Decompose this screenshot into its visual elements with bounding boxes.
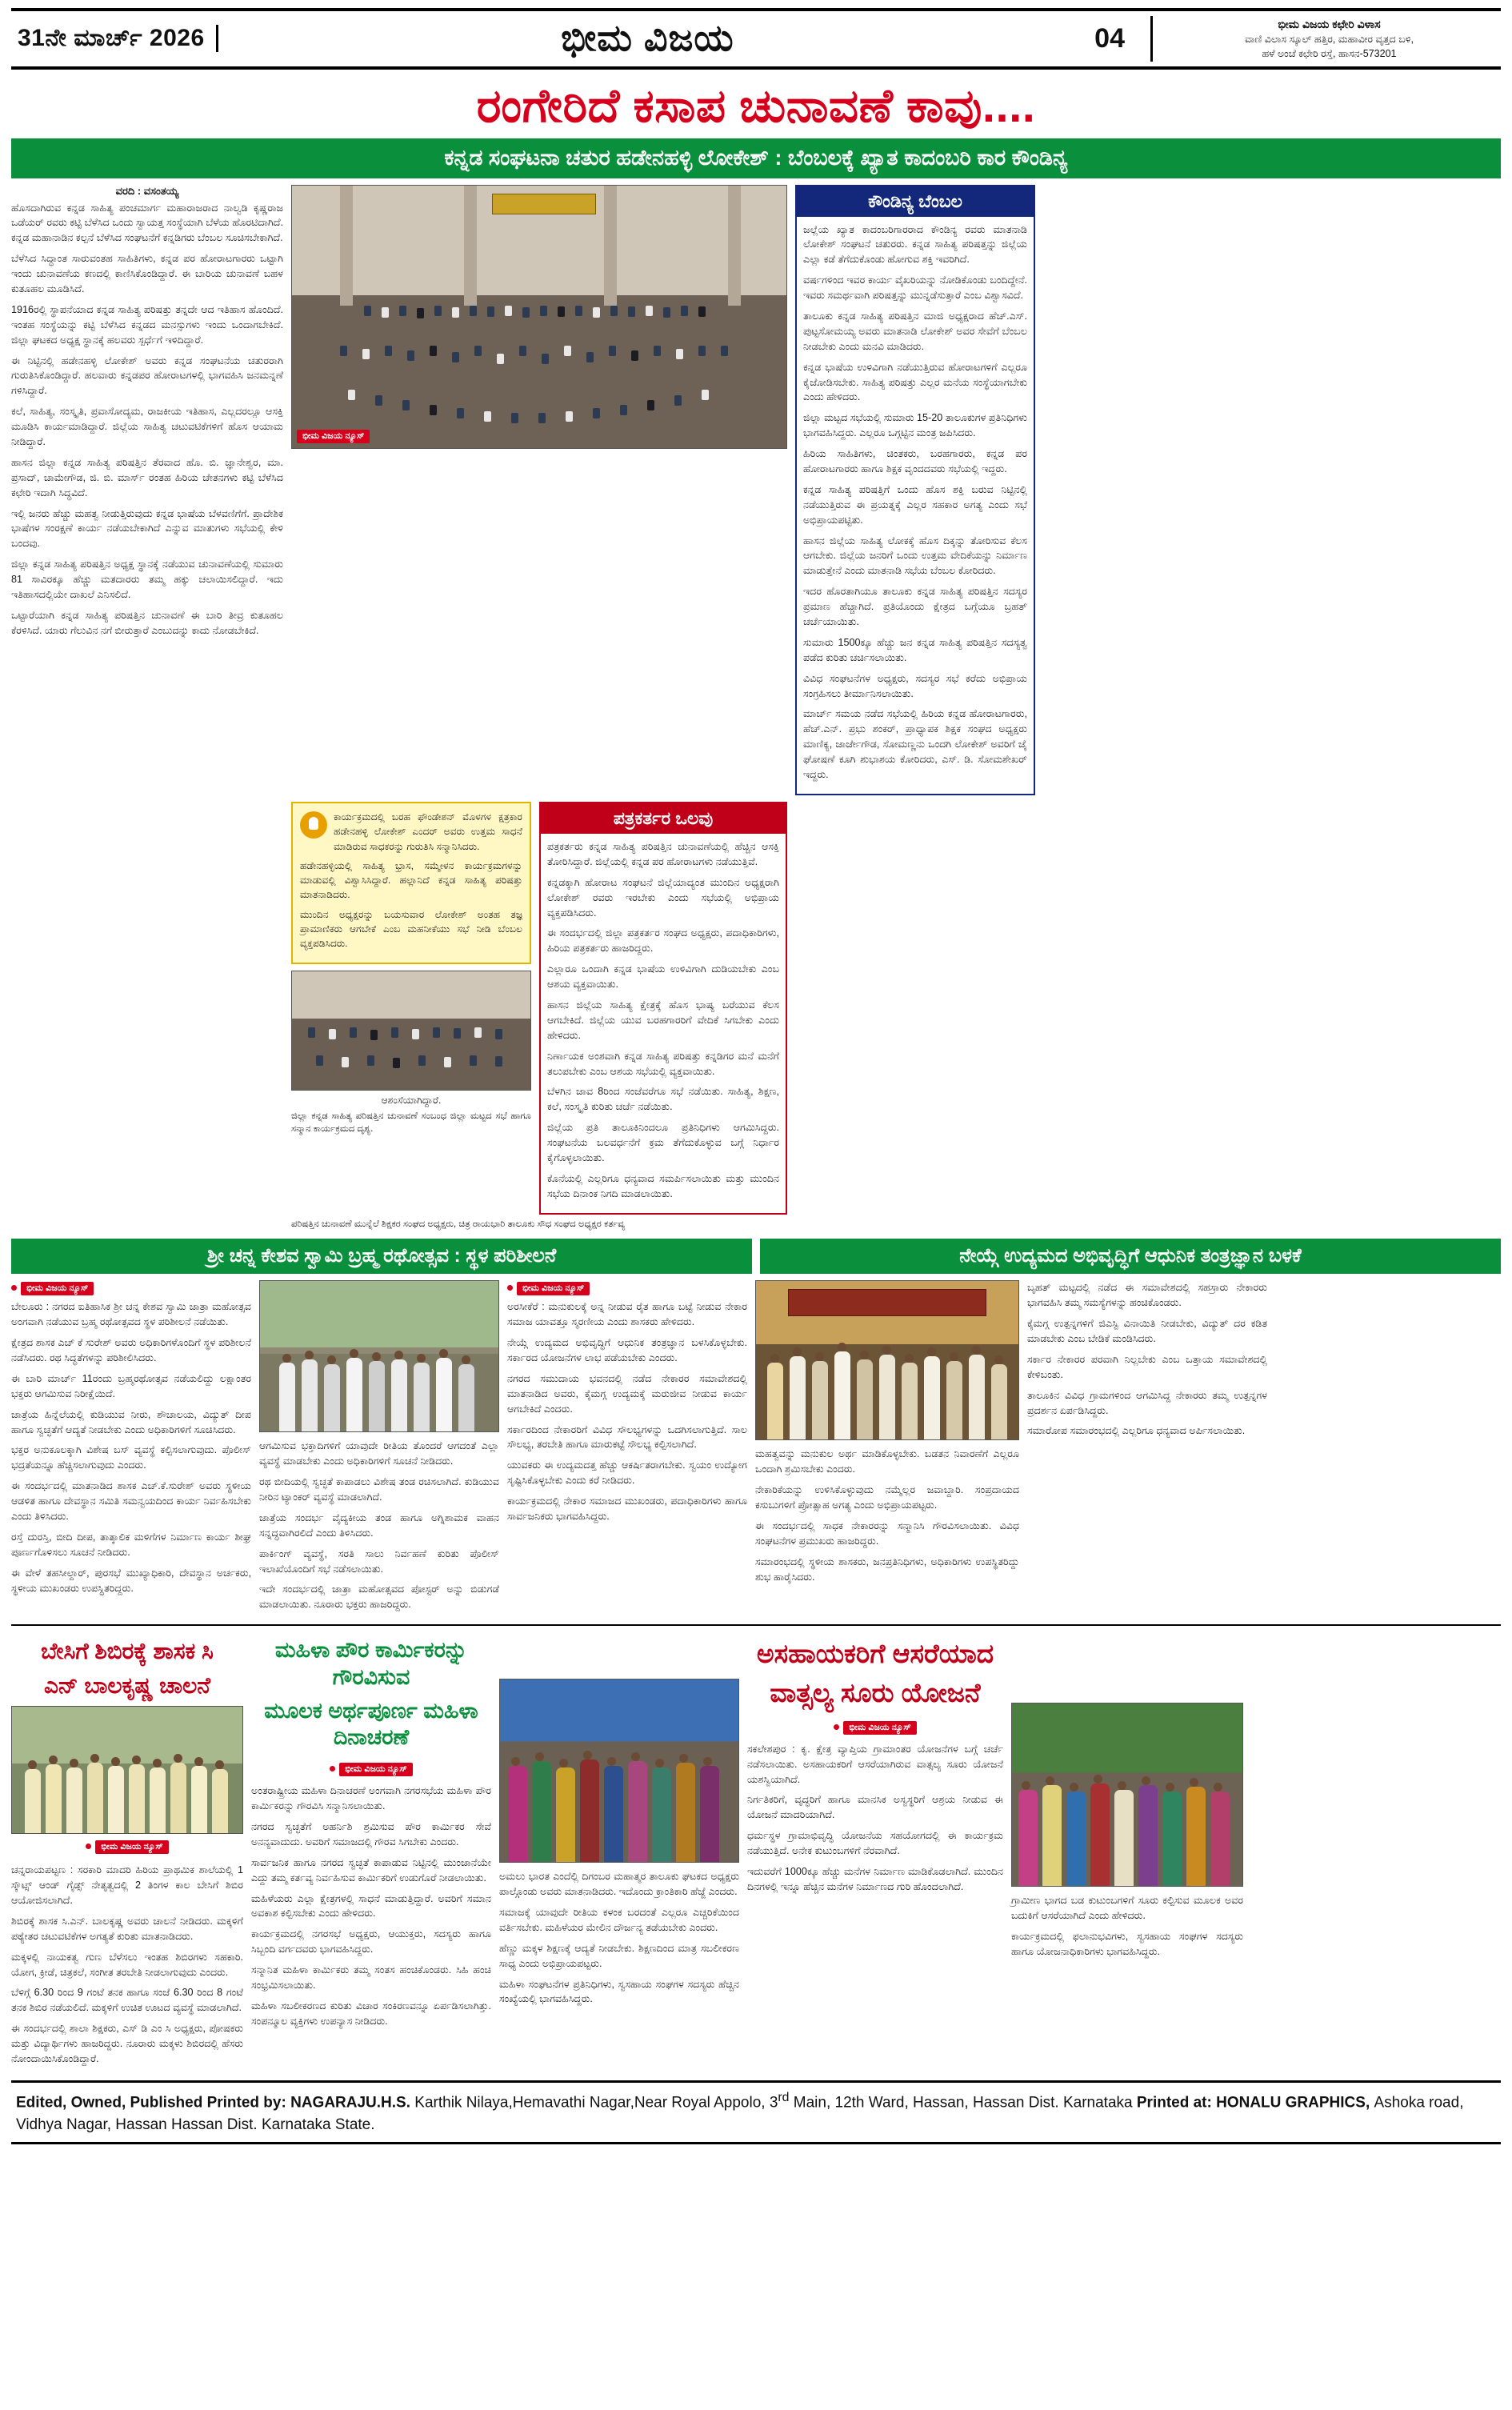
bullet-icon [86,1844,91,1849]
blue-box-title: ಕೌಂಡಿನ್ಯ ಬೆಂಬಲ [797,186,1034,217]
s3m-para: ನಗರದ ಸ್ವಚ್ಛತೆಗೆ ಅಹರ್ನಿಶಿ ಶ್ರಮಿಸುವ ಪೌರ ಕಾರ್ಮಿಕರ ಸೇವೆ ಅನನ್ಯವಾದುದು. ಅವರಿಗೆ ಸಮಾಜದಲ್ಲಿ ಗೌರವ ಸಿಗಬೇಕು ಎಂದರು. [251,1821,491,1848]
felicitation-box [291,802,531,964]
vatsalya-text-column [747,1632,1003,2072]
s3m-para: ಸನ್ಮಾನಿತ ಮಹಿಳಾ ಕಾರ್ಮಿಕರು ತಮ್ಮ ಸಂತಸ ಹಂಚಿಕೊಂಡರು. ಸಿಹಿ ಹಂಚಿ ಸಂಭ್ರಮಿಸಲಾಯಿತು. [251,1964,491,1992]
s2l-para: ರಸ್ತೆ ದುರಸ್ತಿ, ಬೀದಿ ದೀಪ, ತಾತ್ಕಾಲಿಕ ಮಳಿಗೆಗಳ ನಿರ್ಮಾಣ ಕಾರ್ಯ ಶೀಘ್ರ ಪೂರ್ಣಗೊಳಿಸಲು ಸೂಚನೆ ನೀಡಿದರು. [11,1531,251,1558]
blue-box-para: ಸುಮಾರು 1500ಕ್ಕೂ ಹೆಚ್ಚು ಜನ ಕನ್ನಡ ಸಾಹಿತ್ಯ ಪರಿಷತ್ತಿನ ಸದಸ್ಯತ್ವ ಪಡೆದ ಕುರಿತು ಚರ್ಚಿಸಲಾಯಿತು. [803,636,1027,663]
red-box-para: ಜಿಲ್ಲೆಯ ಪ್ರತಿ ತಾಲೂಕಿನಿಂದಲೂ ಪ್ರತಿನಿಧಿಗಳು ಆಗಮಿಸಿದ್ದರು. ಸಂಘಟನೆಯ ಬಲವರ್ಧನೆಗೆ ಕ್ರಮ ತೆಗೆದುಕೊಳ್ಳುವ ಬಗ್ಗೆ ನಿರ್ಧಾರ ಕೈಗೊಳ್ಳಲಾಯಿತು. [547,1122,779,1163]
imprint-footer [11,2080,1501,2144]
s3m2-para: ಮಹಿಳಾ ಸಂಘಟನೆಗಳ ಪ್ರತಿನಿಧಿಗಳು, ಸ್ವಸಹಾಯ ಸಂಘಗಳ ಸದಸ್ಯರು ಹೆಚ್ಚಿನ ಸಂಖ್ಯೆಯಲ್ಲಿ ಭಾಗವಹಿಸಿದ್ದರು. [499,1978,739,2005]
summer-camp-title-2: ಎನ್ ಬಾಲಕೃಷ್ಣ ಚಾಲನೆ [43,1673,211,1699]
s2rc-para: ಕೈಮಗ್ಗ ಉತ್ಪನ್ನಗಳಿಗೆ ಜಿಎಸ್ಟಿ ವಿನಾಯಿತಿ ನೀಡಬೇಕು, ವಿದ್ಯುತ್ ದರ ಕಡಿತ ಮಾಡಬೇಕು ಎಂಬ ಬೇಡಿಕೆ ಮಂಡಿಸಿದರು. [1027,1318,1267,1344]
news-tag: ಭೀಮ ವಿಜಯ ನ್ಯೂಸ್ [339,1763,412,1776]
imprint-ordinal: rd [778,2090,790,2104]
weavers-meeting-photo [755,1280,1019,1440]
right-filler-column [795,802,1035,1215]
imprint-publisher-name: NAGARAJU.H.S. [290,2094,410,2112]
journalists-box [539,802,787,1215]
s2m-para: ರಥ ಬೀದಿಯಲ್ಲಿ ಸ್ವಚ್ಛತೆ ಕಾಪಾಡಲು ವಿಶೇಷ ತಂಡ ರಚಿಸಲಾಗಿದೆ. ಕುಡಿಯುವ ನೀರಿನ ಟ್ಯಾಂಕರ್ ವ್ಯವಸ್ಥೆ ಮಾಡಲಾಗಿದೆ. [259,1476,499,1503]
s3r2-para: ಕಾರ್ಯಕ್ರಮದಲ್ಲಿ ಫಲಾನುಭವಿಗಳು, ಸ್ವಸಹಾಯ ಸಂಘಗಳ ಸದಸ್ಯರು ಹಾಗೂ ಯೋಜನಾಧಿಕಾರಿಗಳು ಭಾಗವಹಿಸಿದ್ದರು. [1011,1931,1243,1957]
page-number: 04 [1094,22,1125,54]
red-box-para: ಎಲ್ಲಾರೂ ಒಂದಾಗಿ ಕನ್ನಡ ಭಾಷೆಯ ಉಳಿವಿಗಾಗಿ ದುಡಿಯಬೇಕು ಎಂಬ ಆಶಯ ವ್ಯಕ್ತವಾಯಿತು. [547,963,779,991]
s3r-para: ನಿರ್ಗತಿಕರಿಗೆ, ವೃದ್ಧರಿಗೆ ಹಾಗೂ ಮಾನಸಿಕ ಅಸ್ವಸ್ಥರಿಗೆ ಆಶ್ರಯ ನೀಡುವ ಈ ಯೋಜನೆ ಮಾದರಿಯಾಗಿದೆ. [747,1794,1003,1821]
womens-day-text-column [251,1632,491,2072]
rathotsava-text-column [11,1280,251,1618]
lead-para: ಒಟ್ಟಾರೆಯಾಗಿ ಕನ್ನಡ ಸಾಹಿತ್ಯ ಪರಿಷತ್ತಿನ ಚುನಾವಣೆ ಈ ಬಾರಿ ತೀವ್ರ ಕುತೂಹಲ ಕೆರಳಿಸಿದೆ. ಯಾರು ಗೆಲುವಿನ ನಗೆ ಬೀರುತ್ತಾರೆ ಎಂಬುದನ್ನು ಕಾದು ನೋಡಬೇಕಿದೆ. [11,609,283,636]
bullet-icon [507,1285,513,1291]
red-box-para: ಹಾಸನ ಜಿಲ್ಲೆಯ ಸಾಹಿತ್ಯ ಕ್ಷೇತ್ರಕ್ಕೆ ಹೊಸ ಭಾಷ್ಯ ಬರೆಯುವ ಕೆಲಸ ಆಗಬೇಕಿದೆ. ಜಿಲ್ಲೆಯ ಯುವ ಬರಹಗಾರರಿಗೆ ವೇದಿಕೆ ಸಿಗಬೇಕು ಎಂದು ಹೇಳಿದರು. [547,999,779,1041]
main-headline: ರಂಗೇರಿದೆ ಕಸಾಪ ಚುನಾವಣೆ ಕಾವು.... [476,79,1036,132]
news-tag: ಭೀಮ ವಿಜಯ ನ್ಯೂಸ್ [517,1282,590,1295]
s2l-para: ಭಕ್ತರ ಅನುಕೂಲಕ್ಕಾಗಿ ವಿಶೇಷ ಬಸ್ ವ್ಯವಸ್ಥೆ ಕಲ್ಪಿಸಲಾಗುವುದು. ಪೊಲೀಸ್ ಭದ್ರತೆಯನ್ನೂ ಹೆಚ್ಚಿಸಲಾಗುವುದು ಎಂದರು. [11,1444,251,1471]
s3l-para: ಬೆಳಿಗ್ಗೆ 6.30 ರಿಂದ 9 ಗಂಟೆ ತನಕ ಹಾಗೂ ಸಂಜೆ 6.30 ರಿಂದ 8 ಗಂಟೆ ತನಕ ಶಿಬಿರ ನಡೆಯಲಿದೆ. ಮಕ್ಕಳಿಗೆ ಉಚಿತ ಊಟದ ವ್ಯವಸ್ಥೆ ಮಾಡಲಾಗಿದೆ. [11,1987,243,2014]
red-box-para: ಕನ್ನಡಕ್ಕಾಗಿ ಹೋರಾಟ ಸಂಘಟನೆ ಜಿಲ್ಲೆಯಾದ್ಯಂತ ಮುಂದಿನ ಅಧ್ಯಕ್ಷರಾಗಿ ಲೋಕೇಶ್ ರವರು ಇರಬೇಕು ಎಂದು ಸಭೆಯಲ್ಲಿ ಅಭಿಪ್ರಾಯ ವ್ಯಕ್ತಪಡಿಸಿದರು. [547,876,779,919]
s2m-para: ಇದೇ ಸಂದರ್ಭದಲ್ಲಿ ಜಾತ್ರಾ ಮಹೋತ್ಸವದ ಪೋಸ್ಟರ್ ಅನ್ನು ಬಿಡುಗಡೆ ಮಾಡಲಾಯಿತು. ನೂರಾರು ಭಕ್ತರು ಹಾಜರಿದ್ದರು. [259,1583,499,1611]
s3m-para: ಮಹಿಳಾ ಸಬಲೀಕರಣದ ಕುರಿತು ವಿಚಾರ ಸಂಕಿರಣವನ್ನೂ ಏರ್ಪಡಿಸಲಾಗಿತ್ತು. ಸಂಪನ್ಮೂಲ ವ್ಯಕ್ತಿಗಳು ಉಪನ್ಯಾಸ ನೀಡಿದರು. [251,2000,491,2027]
imprint-address-1: Karthik Nilaya,Hemavathi Nagar,Near Royal Appolo, 3 [414,2094,778,2112]
yellow-box-footer: ಆಶಂಸೆಯಾಗಿದ್ದಾರೆ. [381,1094,442,1106]
s3m-para: ಕಾರ್ಯಕ್ರಮದಲ್ಲಿ ನಗರಸಭೆ ಅಧ್ಯಕ್ಷರು, ಆಯುಕ್ತರು, ಸದಸ್ಯರು ಹಾಗೂ ಸಿಬ್ಬಂದಿ ವರ್ಗದವರು ಭಾಗವಹಿಸಿದ್ದರು. [251,1928,491,1956]
yellow-box-caption: ಜಿಲ್ಲಾ ಕನ್ನಡ ಸಾಹಿತ್ಯ ಪರಿಷತ್ತಿನ ಚುನಾವಣೆ ಸಂಬಂಧ ಜಿಲ್ಲಾ ಮಟ್ಟದ ಸಭೆ ಹಾಗೂ ಸನ್ಮಾನ ಕಾರ್ಯಕ್ರಮದ ದೃಶ್ಯ. [291,1111,531,1135]
s2l-para: ಕ್ಷೇತ್ರದ ಶಾಸಕ ಎಚ್ ಕೆ ಸುರೇಶ್ ಅವರು ಅಧಿಕಾರಿಗಳೊಂದಿಗೆ ಸ್ಥಳ ಪರಿಶೀಲನೆ ನಡೆಸಿದರು. ರಥ ಸಿದ್ಧತೆಗಳನ್ನು ಪರಿಶೀಲಿಸಿದರು. [11,1337,251,1363]
section2-bands [11,1239,1501,1274]
imprint-printer-address: Ashoka road, Vidhya Nagar, Hassan Hassan Dist. Karnataka State. [16,2094,1464,2133]
women-workers-photo [499,1679,739,1863]
s3m2-para: ಹೆಣ್ಣು ಮಕ್ಕಳ ಶಿಕ್ಷಣಕ್ಕೆ ಆದ್ಯತೆ ನೀಡಬೇಕು. ಶಿಕ್ಷಣದಿಂದ ಮಾತ್ರ ಸಬಲೀಕರಣ ಸಾಧ್ಯ ಎಂದು ಅಭಿಪ್ರಾಯಪಟ್ಟರು. [499,1942,739,1969]
s2ra-para: ಸರ್ಕಾರದಿಂದ ನೇಕಾರರಿಗೆ ವಿವಿಧ ಸೌಲಭ್ಯಗಳನ್ನು ಒದಗಿಸಲಾಗುತ್ತಿದೆ. ಸಾಲ ಸೌಲಭ್ಯ, ತರಬೇತಿ ಹಾಗೂ ಮಾರುಕಟ್ಟೆ ಸೌಲಭ್ಯ ಕಲ್ಪಿಸಲಾಗಿದೆ. [507,1423,747,1451]
vatsalya-group-photo [1011,1703,1243,1887]
koundinya-support-box [795,185,1035,795]
summer-camp-photo [11,1706,243,1834]
yellow-box-para: ಮುಂದಿನ ಅಧ್ಯಕ್ಷರನ್ನು ಬಯಸುವಾರ ಲೋಕೇಶ್ ಅಂತಹ ತಜ್ಞ ಪ್ರಾಮಾಣಿಕರು ಆಗಬೇಕೆ ಎಂಬ ಮಹನೀಕೆಯು ಸಭೆ ನೀಡಿ ಬೆಂಬಲ ವ್ಯಕ್ತಪಡಿಸಿದರು. [300,908,522,950]
top-section [11,185,1501,795]
newspaper-title: ಭೀಮ ವಿಜಯ [561,17,734,59]
s3m-para: ಸಾರ್ವಜನಿಕ ಹಾಗೂ ನಗರದ ಸ್ವಚ್ಛತೆ ಕಾಪಾಡುವ ನಿಟ್ಟಿನಲ್ಲಿ ಮುಂಜಾನೆಯೇ ಎದ್ದು ತಮ್ಮ ಕರ್ತವ್ಯ ನಿರ್ವಹಿಸುವ ಕಾರ್ಮಿಕರಿಗೆ ಉಡುಗೊರೆ ನೀಡಲಾಯಿತು. [251,1856,491,1884]
lead-story-column [11,185,283,795]
news-tag: ಭೀಮ ವಿಜಯ ನ್ಯೂಸ್ [95,1840,168,1854]
site-inspection-photo [259,1280,499,1432]
blue-box-para: ವರ್ಷಗಳಿಂದ ಇವರ ಕಾರ್ಯ ವೈಖರಿಯನ್ನು ನೋಡಿಕೊಂಡು ಬಂದಿದ್ದೇನೆ. ಇವರು ಸಮರ್ಥವಾಗಿ ಪರಿಷತ್ತನ್ನು ಮುನ್ನಡೆಸುತ್ತಾರೆ ಎಂಬ ವಿಶ್ವಾಸವಿದೆ. [803,274,1027,302]
office-address-line2: ವಾಣಿ ವಿಲಾಸ ಸ್ಕೂಲ್ ಹತ್ತಿರ, ಮಹಾವೀರ ವೃತ್ತದ ಬಳಿ, [1245,34,1414,46]
vatsalya-title-1: ಅಸಹಾಯಕರಿಗೆ ಆಸರೆಯಾದ [756,1639,994,1669]
s3r-para: ಇದುವರೆಗೆ 1000ಕ್ಕೂ ಹೆಚ್ಚು ಮನೆಗಳ ನಿರ್ಮಾಣ ಮಾಡಿಕೊಡಲಾಗಿದೆ. ಮುಂದಿನ ದಿನಗಳಲ್ಲಿ ಇನ್ನೂ ಹೆಚ್ಚಿನ ಮನೆಗಳ ನಿರ್ಮಾಣದ ಗುರಿ ಹೊಂದಲಾಗಿದೆ. [747,1865,1003,1892]
womens-day-photo-column [499,1632,739,2072]
red-box-para: ನಿರ್ಣಾಯಕ ಅಂಶವಾಗಿ ಕನ್ನಡ ಸಾಹಿತ್ಯ ಪರಿಷತ್ತು ಕನ್ನಡಿಗರ ಮನೆ ಮನೆಗೆ ತಲುಪಬೇಕು ಎಂಬ ಆಶಯ ಸಭೆಯಲ್ಲಿ ವ್ಯಕ್ತವಾಯಿತು. [547,1050,779,1077]
blue-box-para: ಮಾರ್ಚ್ ಸಮಯ ನಡೆದ ಸಭೆಯಲ್ಲಿ ಹಿರಿಯ ಕನ್ನಡ ಹೋರಾಟಗಾರರು, ಹೆಚ್.ಎನ್. ಪ್ರಭು ಶಂಕರ್, ಪ್ರಾಧ್ಯಾಪಕ ಶಿಕ್ಷಕ ಸಂಘದ ಅಧ್ಯಕ್ಷರು ಮಾಣಿಕ್ಯ, ಜಾರ್ಜೇಗೌಡ, ಸೋಮಣ್ಣನು ಒಂದಗಿ ಲೋಕೇಶ್ ಅವರಿಗೆ ಜೈ ಘೋಷಣೆ ಕೂಗಿ ಶುಭಾಶಯ ಕೋರಿದರು, ಎಸ್. ಡಿ. ಸೋಮಶೇಖರ್ ಇದ್ದರು. [803,708,1027,781]
blue-box-para: ಕನ್ನಡ ಭಾಷೆಯ ಉಳಿವಿಗಾಗಿ ನಡೆಯುತ್ತಿರುವ ಹೋರಾಟಗಳಿಗೆ ಎಲ್ಲರೂ ಕೈಜೋಡಿಸಬೇಕು. ಸಾಹಿತ್ಯ ಪರಿಷತ್ತು ಎಲ್ಲರ ಮನೆಯ ಸಂಸ್ಥೆಯಾಗಬೇಕು ಎಂದು ಹೇಳಿದರು. [803,361,1027,403]
s2l-para: ಈ ವೇಳೆ ತಹಸೀಲ್ದಾರ್, ಪುರಸಭೆ ಮುಖ್ಯಾಧಿಕಾರಿ, ದೇವಸ್ಥಾನ ಅರ್ಚಕರು, ಸ್ಥಳೀಯ ಮುಖಂಡರು ಉಪಸ್ಥಿತರಿದ್ದರು. [11,1567,251,1594]
bulb-icon [300,811,327,839]
blue-box-para: ವಿವಿಧ ಸಂಘಟನೆಗಳ ಅಧ್ಯಕ್ಷರು, ಸದಸ್ಯರ ಸಭೆ ಕರೆದು ಅಭಿಪ್ರಾಯ ಸಂಗ್ರಹಿಸಲು ತೀರ್ಮಾನಿಸಲಾಯಿತು. [803,672,1027,699]
weaving-text-column [507,1280,747,1618]
band-rathotsava: ಶ್ರೀ ಚನ್ನ ಕೇಶವ ಸ್ವಾಮಿ ಬ್ರಹ್ಮ ರಥೋತ್ಸವ : ಸ್ಥಳ ಪರಿಶೀಲನೆ [11,1239,752,1274]
blue-box-para: ಇದರ ಹೊರತಾಗಿಯೂ ತಾಲೂಕು ಕನ್ನಡ ಸಾಹಿತ್ಯ ಪರಿಷತ್ತಿನ ಸದಸ್ಯರ ಪ್ರಮಾಣ ಹೆಚ್ಚಾಗಿದೆ. ಪ್ರತಿಯೊಂದು ಕ್ಷೇತ್ರದ ಬಗ್ಗೆಯೂ ಬ್ರಹತ್ ಚರ್ಚೆಯಾಯಿತು. [803,586,1027,628]
red-box-para: ಕೊನೆಯಲ್ಲಿ ಎಲ್ಲರಿಗೂ ಧನ್ಯವಾದ ಸಮರ್ಪಿಸಲಾಯಿತು ಮತ್ತು ಮುಂದಿನ ಸಭೆಯ ದಿನಾಂಕ ನಿಗದಿ ಮಾಡಲಾಯಿತು. [547,1172,779,1199]
office-address-line1: ಭೀಮ ವಿಜಯ ಕಛೇರಿ ವಿಳಾಸ [1278,18,1381,30]
section2 [11,1280,1501,1618]
lead-para: ಹಾಸನ ಜಿಲ್ಲಾ ಕನ್ನಡ ಸಾಹಿತ್ಯ ಪರಿಷತ್ತಿನ ತೆರವಾದ ಹೊ. ಬಿ. ಜ್ಞಾನೇಶ್ವರ, ಮಾ. ಪ್ರಸಾದ್, ಚಾಮೇಗೌಡ, ಜಿ. ಬಿ. ಮಾರ್ಸ್ ರಂತಹ ಹಿರಿಯ ಚೇತನಗಳು ಕಟ್ಟಿ ಬೆಳೆಸಿದ ಕಛೇರಿ ಇದಾಗಿ ಸಿದ್ಧವಿದೆ. [11,456,283,498]
lead-para: 1916ರಲ್ಲಿ ಸ್ಥಾಪನೆಯಾದ ಕನ್ನಡ ಸಾಹಿತ್ಯ ಪರಿಷತ್ತು ತನ್ನದೇ ಆದ ಇತಿಹಾಸ ಹೊಂದಿದೆ. ಇಂತಹ ಸಂಸ್ಥೆಯನ್ನು ಕಟ್ಟಿ ಬೆಳೆಸಿದ ಕನ್ನಡದ ಮನಸ್ಸುಗಳು ಇಂದು ಒಂದಾಗಬೇಕಿದೆ. ಜಿಲ್ಲಾ ಘಟಕದ ಅಧ್ಯಕ್ಷ ಸ್ಥಾನಕ್ಕೆ ಹಲವರು ಸ್ಪರ್ಧೆಗೆ ಇಳಿದಿದ್ದಾರೆ. [11,303,283,346]
s2ra-para: ಅರಸೀಕೆರೆ : ಮನುಕುಲಕ್ಕೆ ಅನ್ನ ನೀಡುವ ರೈತ ಹಾಗೂ ಬಟ್ಟೆ ನೀಡುವ ನೇಕಾರ ಸಮಾಜ ಯಾವತ್ತೂ ಸ್ಮರಣೀಯ ಎಂದು ಶಾಸಕರು ಹೇಳಿದರು. [507,1301,747,1328]
masthead-title-wrap [226,16,1070,61]
hall-scene [292,186,786,448]
bullet-icon [834,1724,839,1730]
weaving-extra-column [1027,1280,1267,1618]
s3l-para: ಮಕ್ಕಳಲ್ಲಿ ನಾಯಕತ್ವ ಗುಣ ಬೆಳೆಸಲು ಇಂತಹ ಶಿಬಿರಗಳು ಸಹಕಾರಿ. ಯೋಗ, ಕ್ರೀಡೆ, ಚಿತ್ರಕಲೆ, ಸಂಗೀತ ತರಬೇತಿ ನೀಡಲಾಗುವುದು ಎಂದರು. [11,1951,243,1978]
s2m-para: ಆಗಮಿಸುವ ಭಕ್ತಾದಿಗಳಿಗೆ ಯಾವುದೇ ರೀತಿಯ ತೊಂದರೆ ಆಗದಂತೆ ಎಲ್ಲಾ ವ್ಯವಸ್ಥೆ ಮಾಡಬೇಕು ಎಂದು ಅಧಿಕಾರಿಗಳಿಗೆ ಸೂಚನೆ ನೀಡಿದರು. [259,1440,499,1467]
red-box-title: ಪತ್ರಕರ್ತರ ಒಲವು [541,803,786,834]
photo-credit: ಭೀಮ ವಿಜಯ ನ್ಯೂಸ್ [297,430,370,443]
secondary-section [11,802,1501,1215]
womens-day-title-2: ಮೂಲಕ ಅರ್ಥಪೂರ್ಣ ಮಹಿಳಾ ದಿನಾಚರಣೆ [264,1698,478,1750]
bullet-icon [11,1285,17,1291]
summer-camp-column [11,1632,243,2072]
s3m2-para: ಅಮಲು ಭಾರತ ಎಂದೆಲ್ಲಿ ದಿಗಂಬರ ಮಹಾತ್ಮರ ತಾಲೂಕು ಘಟಕದ ಅಧ್ಯಕ್ಷರು ಪಾಲ್ಗೊಂಡು ಅವರು ಮಾತನಾಡಿದರು. ಇದೊಂದು ಕ್ರಾಂತಿಕಾರಿ ಹೆಜ್ಜೆ ಎಂದರು. [499,1871,739,1898]
lead-para: ಬೆಳೆಸಿದ ಸಿದ್ಧಾಂತ ಸಾರುವಂತಹ ಸಾಹಿತಿಗಳು, ಕನ್ನಡ ಪರ ಹೋರಾಟಗಾರರು ಒಟ್ಟಾಗಿ ಇಂದು ಚುನಾವಣೆಯ ಕಣದಲ್ಲಿ ಕಾಣಿಸಿಕೊಂಡಿದ್ದಾರೆ. ಈ ಬಾರಿಯ ಚುನಾವಣೆ ಬಹಳ ಕುತೂಹಲ ಮೂಡಿಸಿದೆ. [11,253,283,294]
womens-day-title-1: ಮಹಿಳಾ ಪೌರ ಕಾರ್ಮಿಕರನ್ನು ಗೌರವಿಸುವ [274,1638,468,1689]
s3m2-para: ಸಮಾಜಕ್ಕೆ ಯಾವುದೇ ರೀತಿಯ ಕಳಂಕ ಬರದಂತೆ ಎಲ್ಲರೂ ಎಚ್ಚರಿಕೆಯಿಂದ ವರ್ತಿಸಬೇಕು. ಮಹಿಳೆಯರ ಮೇಲಿನ ದೌರ್ಜನ್ಯ ತಡೆಯಬೇಕು ಎಂದರು. [499,1907,739,1933]
imprint-address-2: Main, 12th Ward, Hassan, Hassan Dist. Karnataka [789,2094,1133,2112]
lead-para: ಹೊಸದಾಗಿರುವ ಕನ್ನಡ ಸಾಹಿತ್ಯ ಪಂಚಮಾರ್ಗ ಮಹಾರಾಜರಾದ ನಾಲ್ವಡಿ ಕೃಷ್ಣರಾಜ ಒಡೆಯರ್ ರವರು ಕಟ್ಟಿ ಬೆಳೆಸಿದ ಒಂದು ಸ್ವಾಯತ್ತ ಸಂಸ್ಥೆಯಾಗಿ ಬೆಳೆಯ ಹೊರಟಿದಾಗಿದೆ. ಕನ್ನಡ ಮಹಾನಾಡಿನ ಕಲ್ಪನೆ ಬೆಳೆಸಿದ ಸಂಘಟನೆಗೆ ಕನ್ನಡಿಗರು ಬೆಂಬಲ ಸೂಚಿಸಬೇಕಾಗಿದೆ. [11,202,283,244]
blue-box-para: ಕನ್ನಡ ಸಾಹಿತ್ಯ ಪರಿಷತ್ತಿಗೆ ಒಂದು ಹೊಸ ಶಕ್ತಿ ಬರುವ ನಿಟ್ಟಿನಲ್ಲಿ ನಡೆಯುತ್ತಿರುವ ಈ ಪ್ರಯತ್ನಕ್ಕೆ ಎಲ್ಲರ ಸಹಕಾರ ಅಗತ್ಯ ಎಂದು ಸಭೆ ಅಭಿಪ್ರಾಯಪಟ್ಟಿತು. [803,483,1027,526]
imprint-bold-1: Edited, Owned, Published Printed by: [16,2094,286,2112]
s2m-para: ಜಾತ್ರೆಯ ಸಂದರ್ಭ ವೈದ್ಯಕೀಯ ತಂಡ ಹಾಗೂ ಅಗ್ನಿಶಾಮಕ ವಾಹನ ಸನ್ನದ್ಧವಾಗಿರಲಿದೆ ಎಂದು ತಿಳಿಸಿದರು. [259,1511,499,1539]
red-box-para: ಈ ಸಂದರ್ಭದಲ್ಲಿ ಜಿಲ್ಲಾ ಪತ್ರಕರ್ತರ ಸಂಘದ ಅಧ್ಯಕ್ಷರು, ಪದಾಧಿಕಾರಿಗಳು, ಹಿರಿಯ ಪತ್ರಕರ್ತರು ಹಾಜರಿದ್ದರು. [547,927,779,955]
summer-camp-title-1: ಬೇಸಿಗೆ ಶಿಬಿರಕ್ಕೆ ಶಾಸಕ ಸಿ [41,1639,214,1664]
lead-para: ಕಲೆ, ಸಾಹಿತ್ಯ, ಸಂಸ್ಕೃತಿ, ಪ್ರವಾಸೋದ್ಯಮ, ರಾಜಕೀಯ ಇತಿಹಾಸ, ಎಲ್ಲದರಲ್ಲೂ ಆಸಕ್ತಿ ಮೂಡಿಸಿ ಕಾರ್ಯಮಾಡಿದ್ದಾರೆ. ಜಿಲ್ಲೆಯ ಸಾಹಿತ್ಯ ಚಟುವಟಿಕೆಗಳಿಗೆ ಹೊಸ ಆಯಾಮ ನೀಡಿದ್ದಾರೆ. [11,406,283,448]
yellow-box-para: ಹಡೇನಹಳ್ಳಿಯಲ್ಲಿ ಸಾಹಿತ್ಯ ಭ್ರಾಸ, ಸಮ್ಮೇಳನ ಕಾರ್ಯಕ್ರಮಗಳನ್ನು ಮಾಡುವಲ್ಲಿ ವಿಶ್ವಾಸಿಸಿದ್ದಾರೆ. ಹಲ್ಲಾನಿದೆ ಕನ್ನಡ ಸಾಹಿತ್ಯ ಪರಿಷತ್ತು ಮಾತನಾಡಿದರು. [300,859,522,901]
s3r2-para: ಗ್ರಾಮೀಣ ಭಾಗದ ಬಡ ಕುಟುಂಬಗಳಿಗೆ ಸೂರು ಕಲ್ಪಿಸುವ ಮೂಲಕ ಅವರ ಬದುಕಿಗೆ ಆಸರೆಯಾಗಿದೆ ಎಂದು ಹೇಳಿದರು. [1011,1895,1243,1922]
yellow-box-column [291,802,531,1215]
blue-box-para: ಹಾಸನ ಜಿಲ್ಲೆಯ ಸಾಹಿತ್ಯ ಲೋಕಕ್ಕೆ ಹೊಸ ದಿಕ್ಕನ್ನು ತೋರಿಸುವ ಕೆಲಸ ಆಗಬೇಕು. ಜಿಲ್ಲೆಯ ಜನರಿಗೆ ಒಂದು ಉತ್ತಮ ವೇದಿಕೆಯನ್ನು ನಿರ್ಮಾಣ ಮಾಡುತ್ತೇನೆ ಎಂದು ಮಾತನಾಡಿ ಸಭೆಯ ಬೆಂಬಲ ಕೋರಿದರು. [803,534,1027,577]
section-divider [11,1624,1501,1626]
s2m-para: ಪಾರ್ಕಿಂಗ್ ವ್ಯವಸ್ಥೆ, ಸರತಿ ಸಾಲು ನಿರ್ವಹಣೆ ಕುರಿತು ಪೊಲೀಸ್ ಇಲಾಖೆಯೊಂದಿಗೆ ಸಭೆ ನಡೆಸಲಾಯಿತು. [259,1547,499,1575]
lead-photo [291,185,787,449]
lower-photo-caption: ಪರಿಷತ್ತಿನ ಚುನಾವಣೆ ಮುನ್ನೆಲೆ ಶಿಕ್ಷಕರ ಸಂಘದ ಅಧ್ಯಕ್ಷರು, ಚಿತ್ರ ರಾಯಭಾರಿ ತಾಲೂಕು ಸೌಧ ಸಂಘದ ಅಧ್ಯಕ್ಷರ ಕರ್ತವ್ಯ [291,1219,626,1229]
lead-photo-column [291,185,787,795]
sub-headline-bar: ಕನ್ನಡ ಸಂಘಟನಾ ಚತುರ ಹಡೇನಹಳ್ಳಿ ಲೋಕೇಶ್ : ಬೆಂಬಲಕ್ಕೆ ಖ್ಯಾತ ಕಾದಂಬರಿ ಕಾರ ಕೌಂಡಿನ್ಯ [11,138,1501,178]
s3r-para: ಧರ್ಮಸ್ಥಳ ಗ್ರಾಮಾಭಿವೃದ್ಧಿ ಯೋಜನೆಯ ಸಹಯೋಗದಲ್ಲಿ ಈ ಕಾರ್ಯಕ್ರಮ ನಡೆಯುತ್ತಿದೆ. ಅನೇಕ ಕುಟುಂಬಗಳಿಗೆ ನೆರವಾಗಿದೆ. [747,1830,1003,1857]
vatsalya-photo-column [1011,1632,1243,2072]
rathotsava-photo-column [259,1280,499,1618]
yellow-box-para: ಕಾರ್ಯಕ್ರಮದಲ್ಲಿ ಬರಹ ಫೌಂಡೇಶನ್ ಮೊಳಗಳ ಕ್ಷತ್ರಕಾರ ಹಡೇನಹಳ್ಳಿ ಲೋಕೇಶ್ ಎಂದರ್ ಅವರು ಉತ್ತಮ ಸಾಧನೆ ಮಾಡಿರುವ ಸಾಧಕರನ್ನು ಗುರುತಿಸಿ ಸನ್ಮಾನಿಸಿದರು. [334,811,522,852]
section3 [11,1632,1501,2072]
s2rb-para: ಸಮಾರಂಭದಲ್ಲಿ ಸ್ಥಳೀಯ ಶಾಸಕರು, ಜನಪ್ರತಿನಿಧಿಗಳು, ಅಧಿಕಾರಿಗಳು ಉಪಸ್ಥಿತರಿದ್ದು ಶುಭ ಹಾರೈಸಿದರು. [755,1555,1019,1583]
left-filler-column [11,802,283,1215]
s3r-para: ಸಕಲೇಶಪುರ : ಕೃ. ಕ್ಷೇತ್ರ ವ್ಯಾಪ್ತಿಯ ಗ್ರಾಮಾಂತರ ಯೋಜನೆಗಳ ಬಗ್ಗೆ ಚರ್ಚೆ ನಡೆಸಲಾಯಿತು. ಅಸಹಾಯಕರಿಗೆ ಆಸರೆಯಾಗಿರುವ ವಾತ್ಸಲ್ಯ ಸೂರು ಯೋಜನೆ ಯಶಸ್ವಿಯಾಗಿದೆ. [747,1743,1003,1785]
bullet-icon [330,1766,335,1771]
lead-para: ಜಿಲ್ಲಾ ಕನ್ನಡ ಸಾಹಿತ್ಯ ಪರಿಷತ್ತಿನ ಅಧ್ಯಕ್ಷ ಸ್ಥಾನಕ್ಕೆ ನಡೆಯುವ ಚುನಾವಣೆಯಲ್ಲಿ ಸುಮಾರು 81 ಸಾವಿರಕ್ಕೂ ಹೆಚ್ಚು ಮತದಾರರು ತಮ್ಮ ಹಕ್ಕು ಚಲಾಯಿಸಲಿದ್ದಾರೆ. ಇದು ಇತಿಹಾಸದಲ್ಲಿಯೇ ದಾಖಲೆ ಎನಿಸಲಿದೆ. [11,558,283,601]
s3m-para: ಅಂತರಾಷ್ಟ್ರೀಯ ಮಹಿಳಾ ದಿನಾಚರಣೆ ಅಂಗವಾಗಿ ನಗರಸಭೆಯ ಮಹಿಳಾ ಪೌರ ಕಾರ್ಮಿಕರನ್ನು ಗೌರವಿಸಿ ಸನ್ಮಾನಿಸಲಾಯಿತು. [251,1785,491,1812]
s2l-para: ಈ ಸಂದರ್ಭದಲ್ಲಿ ಮಾತನಾಡಿದ ಶಾಸಕ ಎಚ್.ಕೆ.ಸುರೇಶ್ ಅವರು ಸ್ಥಳೀಯ ಆಡಳಿತ ಹಾಗೂ ದೇವಸ್ಥಾನ ಸಮಿತಿ ಸಮನ್ವಯದಿಂದ ಕಾರ್ಯ ನಿರ್ವಹಿಸಬೇಕು ಎಂದು ತಿಳಿಸಿದರು. [11,1480,251,1522]
s2l-para: ಜಾತ್ರೆಯ ಹಿನ್ನೆಲೆಯಲ್ಲಿ ಕುಡಿಯುವ ನೀರು, ಶೌಚಾಲಯ, ವಿದ್ಯುತ್ ದೀಪ ಹಾಗೂ ಸ್ವಚ್ಛತೆಗೆ ಆದ್ಯತೆ ನೀಡಬೇಕು ಎಂದು ಅಧಿಕಾರಿಗಳಿಗೆ ಸೂಚಿಸಿದರು. [11,1408,251,1435]
s2rc-para: ಬೃಹತ್ ಮಟ್ಟದಲ್ಲಿ ನಡೆದ ಈ ಸಮಾವೇಶದಲ್ಲಿ ಸಹಸ್ರಾರು ನೇಕಾರರು ಭಾಗವಹಿಸಿ ತಮ್ಮ ಸಮಸ್ಯೆಗಳನ್ನು ಹಂಚಿಕೊಂಡರು. [1027,1282,1267,1309]
vatsalya-title-2: ವಾತ್ಸಲ್ಯ ಸೂರು ಯೋಜನೆ [770,1678,981,1708]
weaving-photo-column [755,1280,1019,1618]
s2ra-para: ನಗರದ ಸಮುದಾಯ ಭವನದಲ್ಲಿ ನಡೆದ ನೇಕಾರರ ಸಮಾವೇಶದಲ್ಲಿ ಮಾತನಾಡಿದ ಅವರು, ಕೈಮಗ್ಗ ಉದ್ಯಮಕ್ಕೆ ಮರುಜೀವ ನೀಡುವ ಕಾರ್ಯ ಆಗಬೇಕಿದೆ ಎಂದರು. [507,1372,747,1415]
masthead [11,8,1501,70]
imprint-bold-2: Printed at: HONALU GRAPHICS, [1136,2094,1370,2112]
s2ra-para: ಕಾರ್ಯಕ್ರಮದಲ್ಲಿ ನೇಕಾರ ಸಮಾಜದ ಮುಖಂಡರು, ಪದಾಧಿಕಾರಿಗಳು ಹಾಗೂ ಸಾರ್ವಜನಿಕರು ಭಾಗವಹಿಸಿದ್ದರು. [507,1495,747,1522]
s2rc-para: ತಾಲೂಕಿನ ವಿವಿಧ ಗ್ರಾಮಗಳಿಂದ ಆಗಮಿಸಿದ್ದ ನೇಕಾರರು ತಮ್ಮ ಉತ್ಪನ್ನಗಳ ಪ್ರದರ್ಶನ ಏರ್ಪಡಿಸಿದ್ದರು. [1027,1389,1267,1416]
s2l-para: ಬೇಲೂರು : ನಗರದ ಐತಿಹಾಸಿಕ ಶ್ರೀ ಚನ್ನ ಕೇಶವ ಸ್ವಾಮಿ ಜಾತ್ರಾ ಮಹೋತ್ಸವ ಅಂಗವಾಗಿ ನಡೆಯುವ ಬ್ರಹ್ಮ ರಥೋತ್ಸವದ ಸ್ಥಳ ಪರಿಶೀಲನೆ ನಡೆಯಿತು. [11,1301,251,1328]
blue-box-column [795,185,1035,795]
lead-para: ಈ ನಿಟ್ಟಿನಲ್ಲಿ ಹಡೇನಹಳ್ಳಿ ಲೋಕೇಶ್ ಅವರು ಕನ್ನಡ ಸಂಘಟನೆಯ ಚತುರರಾಗಿ ಗುರುತಿಸಿಕೊಂಡಿದ್ದಾರೆ. ಹಲವಾರು ಕನ್ನಡಪರ ಹೋರಾಟಗಳಲ್ಲಿ ಭಾಗವಹಿಸಿ ಜನಮನ್ನಣೆ ಗಳಿಸಿದ್ದಾರೆ. [11,354,283,397]
blue-box-para: ಜಲ್ಲೆಯ ಖ್ಯಾತ ಕಾದಂಬರಿಗಾರರಾದ ಕೌಂಡಿನ್ಯ ರವರು ಮಾತನಾಡಿ ಲೋಕೇಶ್ ಸಂಘಟನೆ ಚತುರರು. ಕನ್ನಡ ಸಾಹಿತ್ಯ ಪರಿಷತ್ತನ್ನು ಜಿಲ್ಲೆಯ ಎಲ್ಲಾ ಕಡೆ ತೆಗೆದುಕೊಂಡು ಹೋಗುವ ಶಕ್ತಿ ಇವರಿಗಿದೆ. [803,223,1027,266]
s2rc-para: ಸಮಾರೋಪ ಸಮಾರಂಭದಲ್ಲಿ ಎಲ್ಲರಿಗೂ ಧನ್ಯವಾದ ಅರ್ಪಿಸಲಾಯಿತು. [1027,1425,1246,1437]
s2ra-para: ನೇಯ್ಗೆ ಉದ್ಯಮದ ಅಭಿವೃದ್ಧಿಗೆ ಆಧುನಿಕ ತಂತ್ರಜ್ಞಾನ ಬಳಸಿಕೊಳ್ಳಬೇಕು. ಸರ್ಕಾರದ ಯೋಜನೆಗಳ ಲಾಭ ಪಡೆಯಬೇಕು ಎಂದರು. [507,1337,747,1363]
blue-box-para: ಹಿರಿಯ ಸಾಹಿತಿಗಳು, ಚಿಂತಕರು, ಬರಹಗಾರರು, ಕನ್ನಡ ಪರ ಹೋರಾಟಗಾರರು ಹಾಗೂ ಶಿಕ್ಷಕ ವೃಂದದವರು ಸಭೆಯಲ್ಲಿ ಇದ್ದರು. [803,448,1027,475]
red-box-column [539,802,787,1215]
s2rb-para: ಮಹತ್ವವನ್ನು ಮನುಕುಲ ಅರ್ಥ ಮಾಡಿಕೊಳ್ಳಬೇಕು. ಬಡತನ ನಿವಾರಣೆಗೆ ಎಲ್ಲರೂ ಒಂದಾಗಿ ಶ್ರಮಿಸಬೇಕು ಎಂದರು. [755,1448,1019,1475]
s3l-para: ಈ ಸಂದರ್ಭದಲ್ಲಿ ಶಾಲಾ ಶಿಕ್ಷಕರು, ಎಸ್ ಡಿ ಎಂ ಸಿ ಅಧ್ಯಕ್ಷರು, ಪೋಷಕರು ಮತ್ತು ವಿದ್ಯಾರ್ಥಿಗಳು ಹಾಜರಿದ್ದರು. ನೂರಾರು ಮಕ್ಕಳು ಶಿಬಿರದಲ್ಲಿ ಹೆಸರು ನೋಂದಾಯಿಸಿಕೊಂಡಿದ್ದಾರೆ. [11,2023,243,2065]
s3m-para: ಮಹಿಳೆಯರು ಎಲ್ಲಾ ಕ್ಷೇತ್ರಗಳಲ್ಲಿ ಸಾಧನೆ ಮಾಡುತ್ತಿದ್ದಾರೆ. ಅವರಿಗೆ ಸಮಾನ ಅವಕಾಶ ಕಲ್ಪಿಸಬೇಕು ಎಂದು ಹೇಳಿದರು. [251,1892,491,1920]
s2l-para: ಈ ಬಾರಿ ಮಾರ್ಚ್ 11ರಂದು ಬ್ರಹ್ಮರಥೋತ್ಸವ ನಡೆಯಲಿದ್ದು ಲಕ್ಷಾಂತರ ಭಕ್ತರು ಆಗಮಿಸುವ ನಿರೀಕ್ಷೆಯಿದೆ. [11,1372,251,1399]
s2ra-para: ಯುವಕರು ಈ ಉದ್ಯಮದತ್ತ ಹೆಚ್ಚು ಆಕರ್ಷಿತರಾಗಬೇಕು. ಸ್ವಯಂ ಉದ್ಯೋಗ ಸೃಷ್ಟಿಸಿಕೊಳ್ಳಬೇಕು ಎಂದು ಕರೆ ನೀಡಿದರು. [507,1459,747,1487]
s2rc-para: ಸರ್ಕಾರ ನೇಕಾರರ ಪರವಾಗಿ ನಿಲ್ಲಬೇಕು ಎಂಬ ಒತ್ತಾಯ ಸಮಾವೇಶದಲ್ಲಿ ಕೇಳಿಬಂತು. [1027,1353,1267,1380]
lead-byline: ವರದಿ : ವಸಂತಯ್ಯ [115,184,179,197]
lead-para: ಇಲ್ಲಿ ಜನರು ಹೆಚ್ಚು ಮಹತ್ವ ನೀಡುತ್ತಿರುವುದು ಕನ್ನಡ ಭಾಷೆಯ ಬೆಳವಣಿಗೆಗೆ. ಪ್ರಾದೇಶಿಕ ಭಾಷೆಗಳ ಸಂರಕ್ಷಣೆ ಕಾರ್ಯ ನಡೆಯಬೇಕಾಗಿದೆ ಎನ್ನುವ ಮಾತುಗಳು ಸಭೆಯಲ್ಲಿ ಕೇಳಿ ಬಂದವು. [11,507,283,550]
s3l-para: ಶಿಬಿರಕ್ಕೆ ಶಾಸಕ ಸಿ.ಎನ್. ಬಾಲಕೃಷ್ಣ ಅವರು ಚಾಲನೆ ನೀಡಿದರು. ಮಕ್ಕಳಿಗೆ ಪಠ್ಯೇತರ ಚಟುವಟಿಕೆಗಳ ಅಗತ್ಯತೆ ಕುರಿತು ಮಾತನಾಡಿದರು. [11,1915,243,1942]
s2rb-para: ಈ ಸಂದರ್ಭದಲ್ಲಿ ಸಾಧಕ ನೇಕಾರರನ್ನು ಸನ್ಮಾನಿಸಿ ಗೌರವಿಸಲಾಯಿತು. ವಿವಿಧ ಸಂಘಟನೆಗಳ ಪ್ರಮುಖರು ಹಾಜರಿದ್ದರು. [755,1519,1019,1547]
blue-box-para: ತಾಲೂಕು ಕನ್ನಡ ಸಾಹಿತ್ಯ ಪರಿಷತ್ತಿನ ಮಾಜಿ ಅಧ್ಯಕ್ಷರಾದ ಹೆಚ್.ಎಸ್. ಪುಟ್ಟಸೋಮಯ್ಯ ಅವರು ಮಾತನಾಡಿ ಲೋಕೇಶ್ ಅವರ ಸೇವೆಗೆ ಬೆಂಬಲ ನೀಡಬೇಕು ಎಂದು ಮನವಿ ಮಾಡಿದರು. [803,310,1027,352]
band-weaving: ನೇಯ್ಗೆ ಉದ್ಯಮದ ಅಭಿವೃದ್ಧಿಗೆ ಆಧುನಿಕ ತಂತ್ರಜ್ಞಾನ ಬಳಕೆ [760,1239,1501,1274]
publication-date: 31ನೇ ಮಾರ್ಚ್ 2026 [18,25,218,52]
office-address [1150,16,1494,62]
blue-box-para: ಜಿಲ್ಲಾ ಮಟ್ಟದ ಸಭೆಯಲ್ಲಿ ಸುಮಾರು 15-20 ತಾಲೂಕುಗಳ ಪ್ರತಿನಿಧಿಗಳು ಭಾಗವಹಿಸಿದ್ದರು. ಎಲ್ಲರೂ ಒಗ್ಗಟ್ಟಿನ ಮಂತ್ರ ಜಪಿಸಿದರು. [803,412,1027,439]
meeting-photo [291,971,531,1091]
news-tag: ಭೀಮ ವಿಜಯ ನ್ಯೂಸ್ [21,1282,94,1295]
red-box-para: ಬೆಳಗಿನ ಜಾವ 8ರಿಂದ ಸಂಜೆವರೆಗೂ ಸಭೆ ನಡೆಯಿತು. ಸಾಹಿತ್ಯ, ಶಿಕ್ಷಣ, ಕಲೆ, ಸಂಸ್ಕೃತಿ ಕುರಿತು ಚರ್ಚೆ ನಡೆಯಿತು. [547,1086,779,1113]
office-address-line3: ಹಳೆ ಅಂಚೆ ಕಛೇರಿ ರಸ್ತೆ, ಹಾಸನ-573201 [1262,48,1397,60]
news-tag: ಭೀಮ ವಿಜಯ ನ್ಯೂಸ್ [843,1721,916,1735]
red-box-para: ಪತ್ರಕರ್ತರು ಕನ್ನಡ ಸಾಹಿತ್ಯ ಪರಿಷತ್ತಿನ ಚುನಾವಣೆಯಲ್ಲಿ ಹೆಚ್ಚಿನ ಆಸಕ್ತಿ ತೋರಿಸಿದ್ದಾರೆ. ಜಿಲ್ಲೆಯಲ್ಲಿ ಕನ್ನಡ ಪರ ಹೋರಾಟಗಳು ನಡೆಯುತ್ತಿವೆ. [547,840,779,867]
s3l-para: ಚನ್ನರಾಯಪಟ್ಟಣ : ಸರಕಾರಿ ಮಾದರಿ ಹಿರಿಯ ಪ್ರಾಥಮಿಕ ಶಾಲೆಯಲ್ಲಿ 1 ಸ್ಕೌಟ್ಸ್ ಆಂಡ್ ಗೈಡ್ಸ್ ನೇತೃತ್ವದಲ್ಲಿ 2 ತಿಂಗಳ ಕಾಲ ಬೇಸಿಗೆ ಶಿಬಿರ ಆಯೋಜಿಸಲಾಗಿದೆ. [11,1864,243,1906]
s2rb-para: ನೇಕಾರಿಕೆಯನ್ನು ಉಳಿಸಿಕೊಳ್ಳುವುದು ನಮ್ಮೆಲ್ಲರ ಜವಾಬ್ದಾರಿ. ಸಂಪ್ರದಾಯದ ಕಸುಬುಗಳಿಗೆ ಪ್ರೋತ್ಸಾಹ ಅಗತ್ಯ ಎಂದು ಅಭಿಪ್ರಾಯಪಟ್ಟರು. [755,1484,1019,1511]
